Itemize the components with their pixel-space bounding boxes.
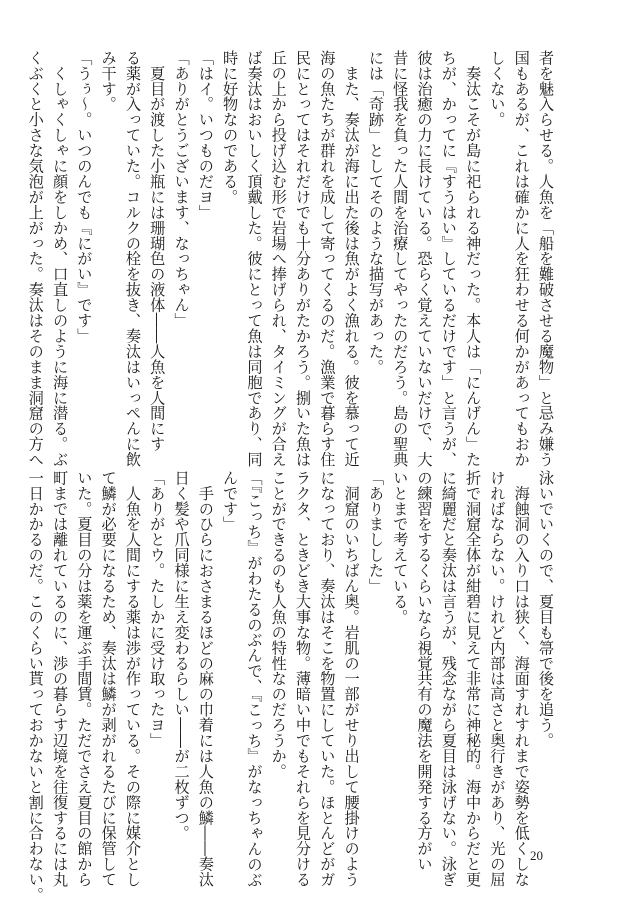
text-line: 彼は治癒の力に長けている。恐らく覚えていないだけで、大 (415, 50, 434, 468)
text-line: 「はイ。いつものだヨ」 (196, 50, 215, 220)
text-line: 昔に怪我を負った人間を治療してやったのだろう。島の聖典 (391, 50, 410, 468)
text-line: る薬が入っていた。コルクの栓を抜き、奏汰はいっぺんに飲 (123, 50, 142, 468)
page-number: 20 (530, 848, 543, 863)
text-line: 丘の上から投げ込む形で岩場へ捧げられ、タイミングが合え (269, 50, 288, 468)
text-line: み干す。 (99, 50, 118, 112)
text-line: 人魚を人間にする薬は渉が作っている。その際に媒介とし (123, 470, 142, 888)
text-line: ば奏汰はおいしく頂戴した。彼にとって魚は同胞であり、同 (245, 50, 264, 468)
text-line: 町までは離れているのに、渉の暮らす辺境を往復するには丸 (51, 470, 70, 888)
text-line: んです」 (221, 470, 240, 532)
text-line: 夏目が渡した小瓶には珊瑚色の液体――人魚を人間にす (148, 50, 167, 452)
text-line: くぶくと小さな気泡が上がった。奏汰はそのまま洞窟の方へ (26, 50, 45, 468)
text-line: 「ありがとうございます、なっちゃん」 (172, 50, 191, 329)
text-line: 奏汰こそが島に祀られる神だった。本人は「にんげん」た (464, 50, 483, 468)
text-line: 折で洞窟全体が紺碧に見えて非常に神秘的。海中からだと更 (464, 470, 483, 888)
text-line: ことができるのも人魚の特性なのだろうか。 (269, 470, 288, 779)
text-line: しくない。 (488, 50, 507, 128)
text-line: 「ありましした」 (366, 470, 385, 594)
text-line: 時に好物なのである。 (221, 50, 240, 205)
text-line: また、奏汰が海に出た後は魚がよく漁れる。彼を慕って近 (342, 50, 361, 468)
text-line: 日く髪や爪同様に生え変わるらしい――が二枚ずつ。 (172, 470, 191, 841)
upper-text-block (26, 50, 558, 468)
text-line: 「『こっち』がわたるのぶんで、『こっち』がなっちゃんのぶ (245, 470, 264, 888)
text-line: 洞窟のいちばん奥。岩肌の一部がせり出して腰掛けのよう (342, 470, 361, 888)
text-line: 海の魚たちが群れを成して寄ってくるのだ。漁業で暮らす住 (318, 50, 337, 468)
text-line: の練習をするくらいなら視覚共有の魔法を開発する方がい (415, 470, 434, 872)
text-line: くしゃくしゃに顔をしかめ、口直しのように海に潜る。ぶ (51, 50, 70, 468)
text-line: 一日かかるのだ。このくらい貰っておかないと割に合わない。 (26, 470, 45, 903)
text-line: 「うぅ～。いつのんでも『にがい』です」 (75, 50, 94, 344)
text-line: には「奇跡」としてそのような描写があった。 (366, 50, 385, 375)
text-line: ラクタ、ときどき大事な物。薄暗い中でもそれらを見分ける (294, 470, 313, 888)
text-line: ちが、かってに『すうはい』しているだけです」と言うが、 (439, 50, 458, 468)
text-line: いとまで考えている。 (391, 470, 410, 625)
text-line: 手のひらにおさまるほどの麻の巾着には人魚の鱗――奏汰 (196, 470, 215, 888)
text-line: に綺麗だと奏汰は言うが、残念ながら夏目は泳げない。泳ぎ (439, 470, 458, 888)
text-line: いた。夏目の分は薬を運ぶ手間賃。ただでさえ夏目の館から (75, 470, 94, 888)
text-line: て鱗が必要になるため、奏汰は鱗が剥がれるたびに保管して (99, 470, 118, 888)
text-line: ければならない。けれど内部は高さと奥行きがあり、光の屈 (488, 470, 507, 888)
text-line: 泳いでいくので、夏目も箒で後を追う。 (537, 470, 555, 749)
text-line: 国もあるが、これは確かに人を狂わせる何かがあってもおか (512, 50, 531, 468)
text-line: 者を魅入らせる。人魚を「船を難破させる魔物」と忌み嫌う (537, 50, 555, 468)
text-line: 民にとってはそれだけでも十分ありがたかろう。捌いた魚は (294, 50, 313, 468)
text-line: 「ありがとウ。たしかに受け取ったヨ」 (148, 470, 167, 749)
text-line: になっており、奏汰はそこを物置にしていた。ほとんどがガ (318, 470, 337, 888)
text-line: 海蝕洞の入り口は狭く、海面すれすれまで姿勢を低くしな (512, 470, 531, 888)
